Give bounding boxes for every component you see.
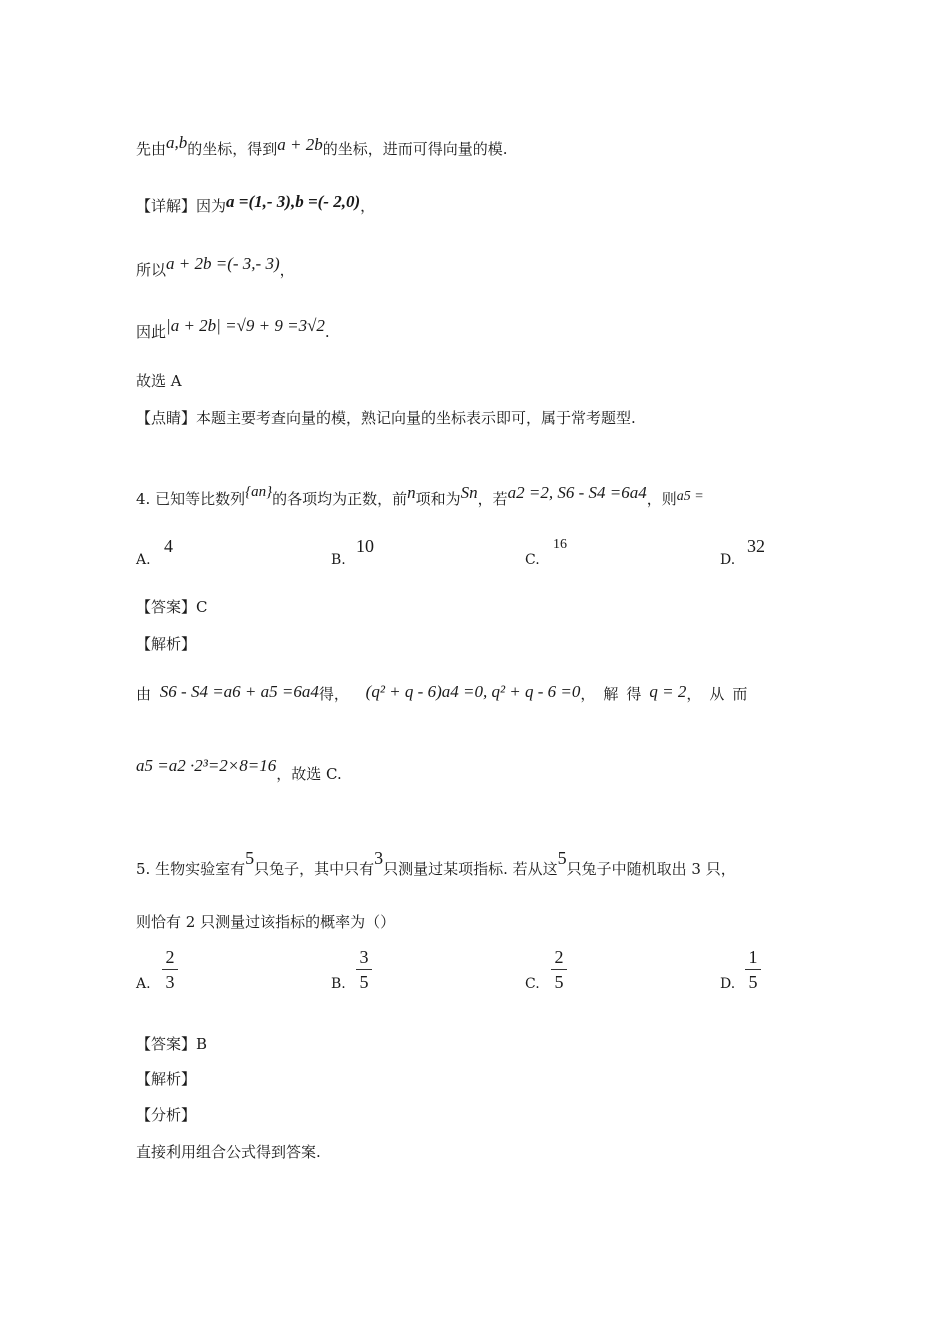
text: 的各项均为正数，前 bbox=[272, 490, 408, 508]
text: 因此 bbox=[136, 323, 167, 341]
text: ，从而 bbox=[686, 685, 756, 703]
detail-tag: 【详解】 bbox=[136, 197, 197, 215]
text: 的坐标，进而可得向量的模. bbox=[322, 140, 508, 158]
math: S6 - S4 =a6 + a5 =6a4 bbox=[159, 682, 319, 701]
sec3-line-1 bbox=[136, 133, 508, 159]
text: 只测量过某项指标. 若从这 bbox=[383, 860, 558, 878]
numerator: 1 bbox=[745, 947, 761, 970]
q4-answer bbox=[136, 597, 207, 617]
math-ab: a,b bbox=[166, 133, 188, 152]
option-label: D. bbox=[720, 976, 736, 992]
text: ， bbox=[360, 197, 376, 215]
text: 先由 bbox=[136, 140, 167, 158]
fraction bbox=[162, 947, 178, 992]
math: (q² + q - 6)a4 =0, q² + q - 6 =0 bbox=[365, 682, 581, 701]
option-label: D. bbox=[720, 552, 736, 568]
text: 4. 已知等比数列 bbox=[136, 490, 246, 508]
denominator: 5 bbox=[748, 972, 758, 992]
fraction bbox=[745, 947, 761, 992]
text: 因为 bbox=[196, 197, 227, 215]
text: 本题主要考查向量的模，熟记向量的坐标表示即可，属于常考题型. bbox=[196, 409, 636, 427]
fraction bbox=[551, 947, 567, 992]
text: 得， bbox=[318, 685, 349, 703]
denominator: 5 bbox=[554, 972, 564, 992]
text: 只兔子中随机取出 3 只， bbox=[566, 860, 736, 878]
q5-option-a[interactable] bbox=[136, 974, 151, 992]
option-value: 16 bbox=[553, 537, 567, 552]
fraction bbox=[356, 947, 372, 992]
math-a5: a5 = bbox=[676, 489, 704, 504]
sec3-line-3 bbox=[136, 254, 295, 280]
text: ， bbox=[279, 261, 295, 279]
analysis-subtag: 【分析】 bbox=[136, 1106, 197, 1124]
text: ，故选 C. bbox=[276, 765, 342, 783]
answer: 【答案】B bbox=[136, 1035, 208, 1053]
text: 则恰有 2 只测量过该指标的概率为（） bbox=[136, 913, 396, 931]
q4-stem bbox=[136, 483, 704, 511]
denominator: 5 bbox=[359, 972, 369, 992]
sec3-line-5 bbox=[136, 371, 182, 391]
q4-solution-2 bbox=[136, 756, 342, 784]
remark-tag: 【点睛】 bbox=[136, 409, 197, 427]
numerator: 2 bbox=[162, 947, 178, 970]
option-value: 4 bbox=[164, 536, 173, 556]
math: 5 bbox=[245, 848, 255, 868]
q5-fenxi-tag bbox=[136, 1105, 196, 1125]
analysis-tag: 【解析】 bbox=[136, 635, 197, 653]
math-a2b: a + 2b bbox=[277, 135, 323, 154]
math-condition: a2 =2, S6 - S4 =6a4 bbox=[507, 483, 647, 502]
q5-option-d[interactable] bbox=[720, 974, 735, 992]
math-n: n bbox=[407, 483, 416, 502]
q5-option-c[interactable] bbox=[525, 974, 540, 992]
math: q = 2 bbox=[649, 682, 687, 701]
text: ，若 bbox=[477, 490, 508, 508]
numerator: 3 bbox=[356, 947, 372, 970]
text: ，则 bbox=[646, 490, 677, 508]
denominator: 3 bbox=[165, 972, 175, 992]
text: 的坐标，得到 bbox=[187, 140, 278, 158]
q5-option-b[interactable] bbox=[331, 974, 346, 992]
option-value: 10 bbox=[356, 536, 374, 556]
q5-last-line bbox=[136, 1142, 321, 1162]
option-label: C. bbox=[525, 976, 540, 992]
text: 项和为 bbox=[415, 490, 461, 508]
option-value: 32 bbox=[747, 536, 765, 556]
analysis-tag: 【解析】 bbox=[136, 1070, 197, 1088]
option-label: C. bbox=[525, 552, 540, 568]
text: 故选 A bbox=[136, 372, 182, 390]
option-label: A. bbox=[136, 976, 151, 992]
q5-stem-1 bbox=[136, 848, 736, 879]
q4-option-a[interactable] bbox=[136, 550, 151, 568]
math-seq: {an} bbox=[245, 484, 273, 500]
q4-option-b[interactable] bbox=[331, 550, 346, 568]
text: . bbox=[324, 323, 330, 341]
text: 所以 bbox=[136, 261, 167, 279]
sec3-line-6 bbox=[136, 408, 636, 428]
option-label: B. bbox=[331, 976, 346, 992]
q4-analysis-tag bbox=[136, 634, 196, 654]
q5-analysis-tag bbox=[136, 1069, 196, 1089]
text: 只兔子，其中只有 bbox=[254, 860, 375, 878]
option-label: B. bbox=[331, 552, 346, 568]
q5-answer bbox=[136, 1034, 207, 1054]
q5-stem-2 bbox=[136, 912, 395, 932]
answer: 【答案】C bbox=[136, 598, 208, 616]
math-vectors: a =(1,- 3),b =(- 2,0) bbox=[226, 192, 361, 211]
sec3-line-4 bbox=[136, 316, 330, 342]
option-label: A. bbox=[136, 552, 151, 568]
math: 3 bbox=[374, 848, 384, 868]
q4-solution-1 bbox=[136, 684, 755, 704]
math: a5 =a2 ·2³=2×8=16 bbox=[136, 756, 277, 775]
text: 5. 生物实验室有 bbox=[136, 860, 246, 878]
q4-option-d[interactable] bbox=[720, 550, 735, 568]
q4-option-c[interactable] bbox=[525, 550, 540, 568]
numerator: 2 bbox=[551, 947, 567, 970]
text: ，解得 bbox=[580, 685, 650, 703]
math-sum: a + 2b =(- 3,- 3) bbox=[166, 254, 280, 273]
text: 直接利用组合公式得到答案. bbox=[136, 1143, 321, 1161]
text: 由 bbox=[136, 685, 152, 703]
math: 5 bbox=[557, 848, 567, 868]
math-Sn: Sn bbox=[460, 483, 478, 502]
sec3-line-2 bbox=[136, 192, 376, 216]
math-modulus: |a + 2b| =√9 + 9 =3√2 bbox=[166, 316, 325, 335]
